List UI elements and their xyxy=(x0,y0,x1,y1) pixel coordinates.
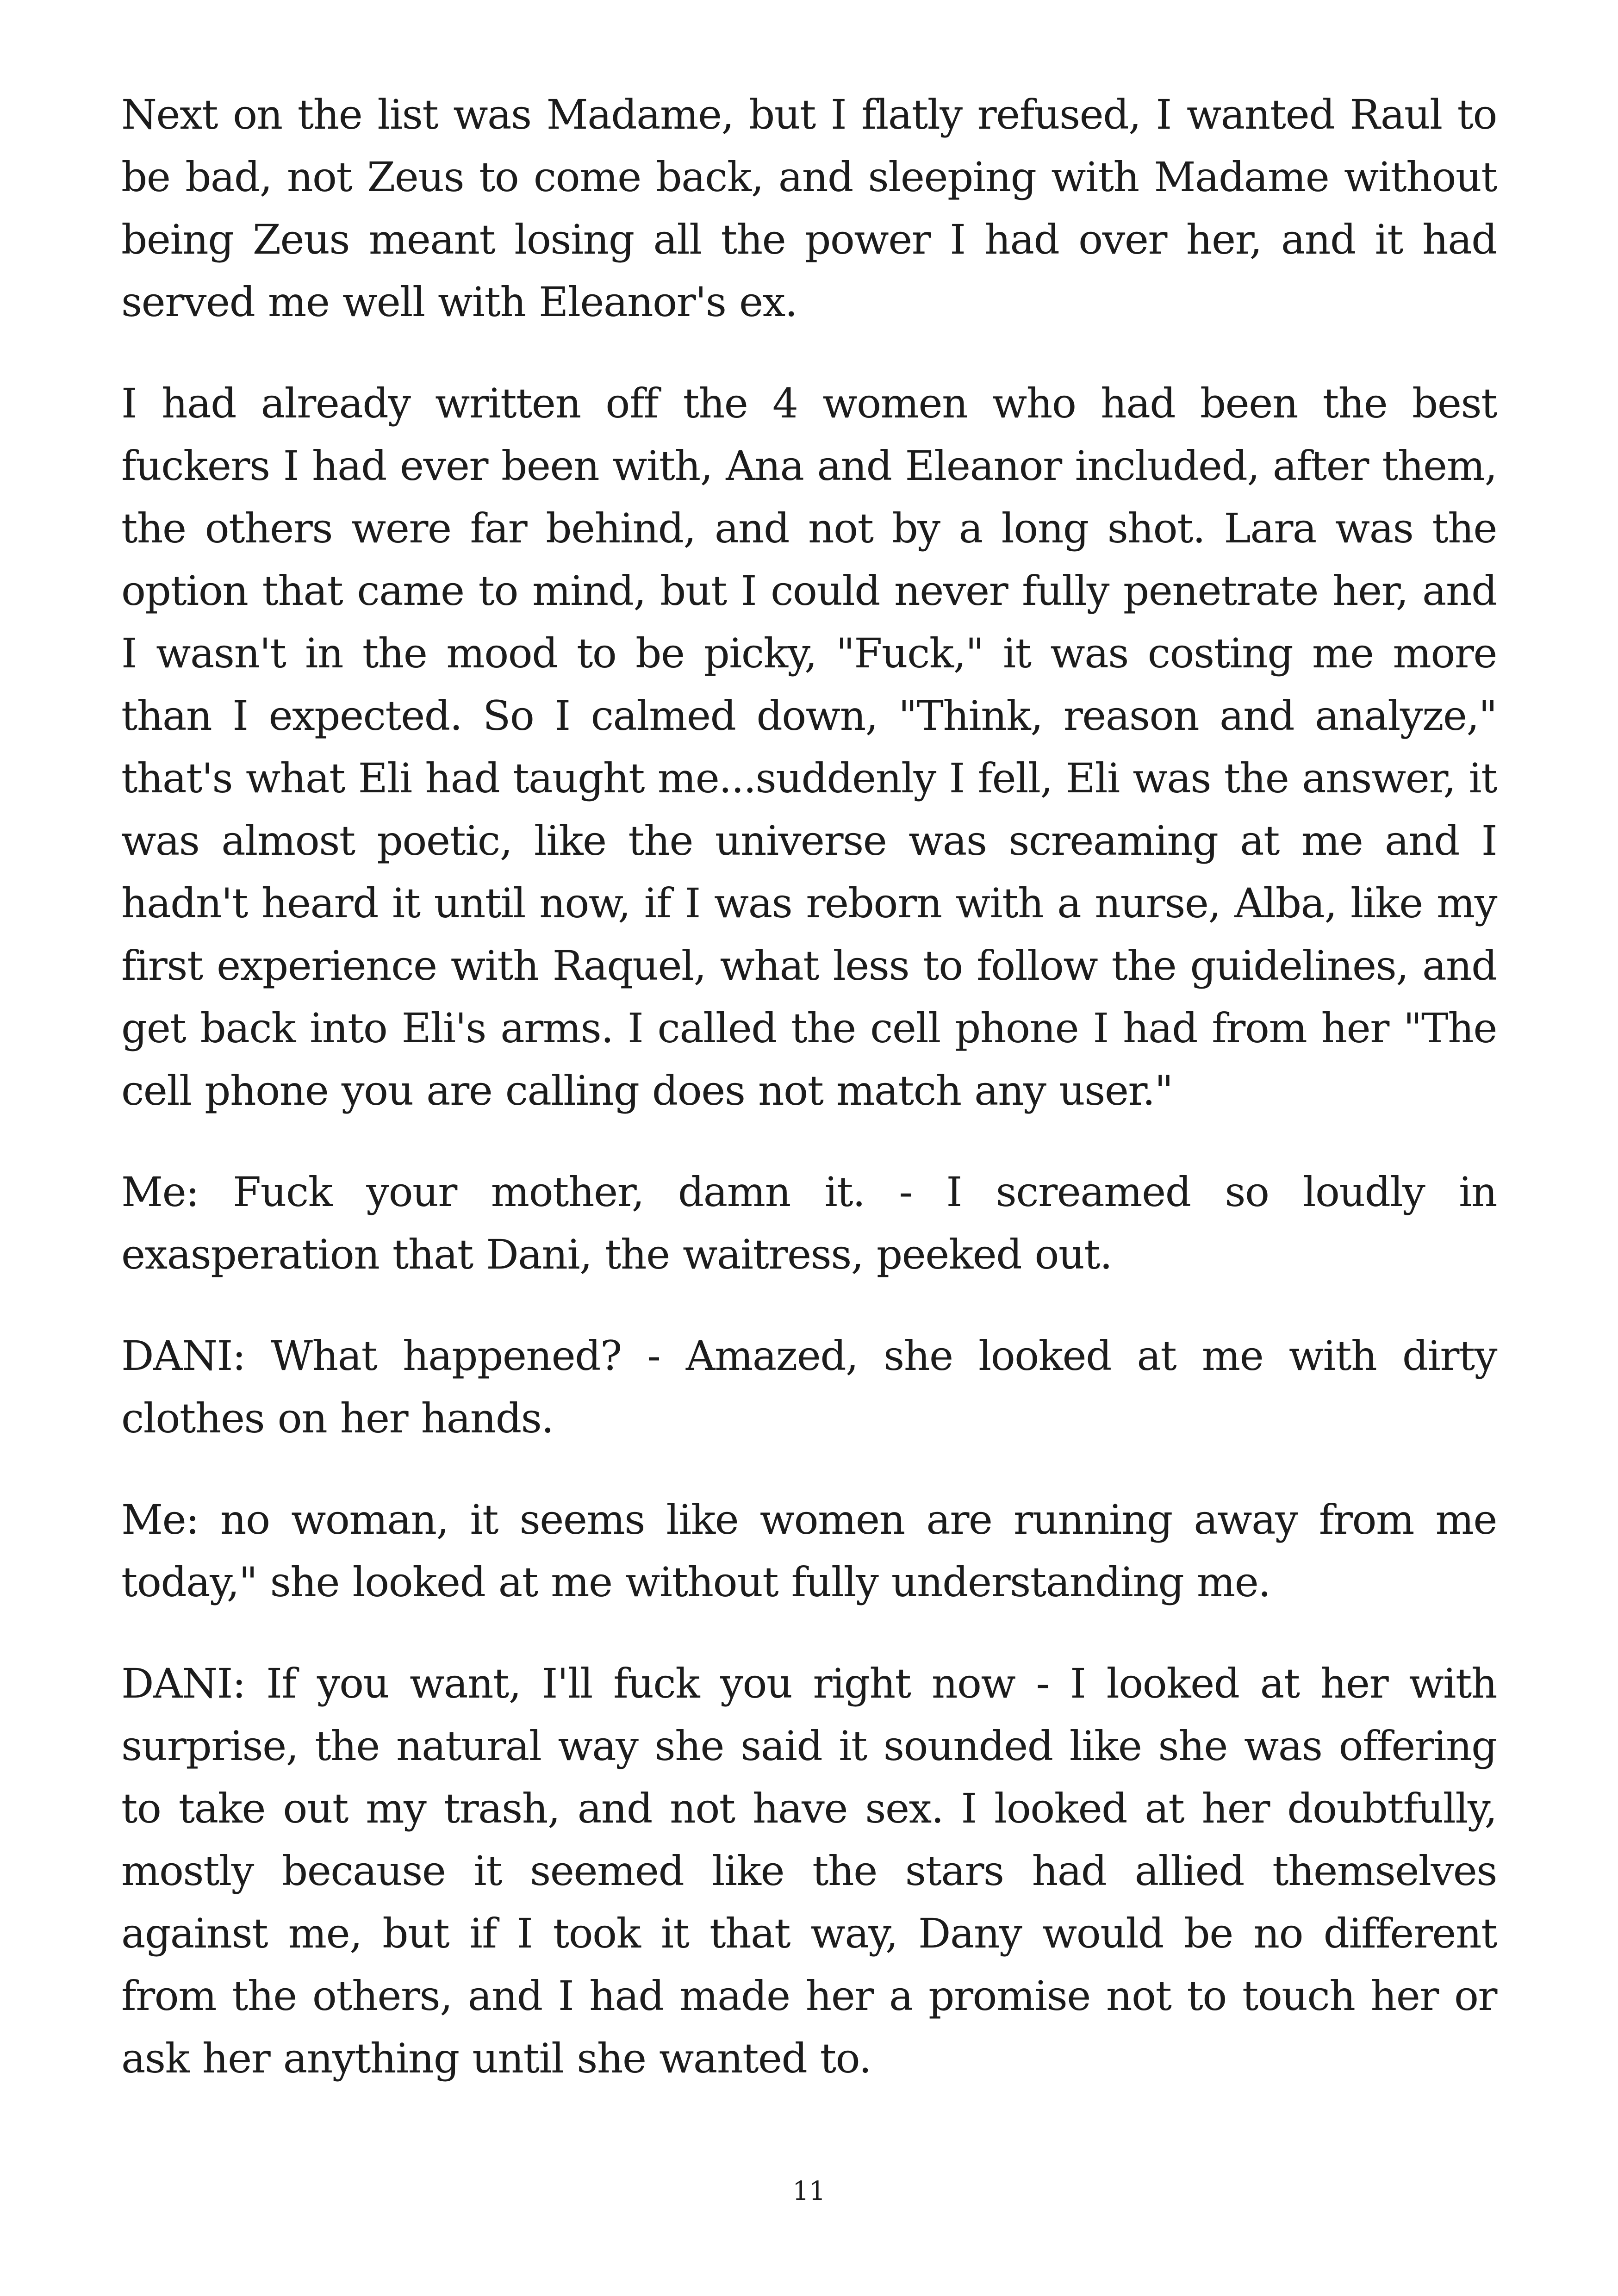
paragraph-6: DANI: If you want, I'll fuck you right now - I looked at her with surprise, the natural way she said it sounded like she was offering to take out my trash, and not have sex. I looked at her doubtfully, mostly because it seemed like the stars had allied themselves against me, but if I took it that way, Dany would be no different from the others, and I had made her a promise not to touch her or ask her anything until she wanted to. xyxy=(121,1660,1497,2082)
page-body xyxy=(121,83,1497,2128)
paragraph-5: Me: no woman, it seems like women are running away from me today," she looked at me without fully understanding me. xyxy=(121,1496,1497,1606)
paragraph-1: Next on the list was Madame, but I flatly refused, I wanted Raul to be bad, not Zeus to come back, and sleeping with Madame without being Zeus meant losing all the power I had over her, and it had served me well with Eleanor's ex. xyxy=(121,91,1497,326)
paragraph-4: DANI: What happened? - Amazed, she looked at me with dirty clothes on her hands. xyxy=(121,1332,1497,1442)
paragraph-2: I had already written off the 4 women who had been the best fuckers I had ever been with, Ana and Eleanor included, after them, the others were far behind, and not by a long shot. Lara was the option that came to mind, but I could never fully penetrate her, and I wasn't in the mood to be picky, "Fuck," it was costing me more than I expected. So I calmed down, "Think, reason and analyze," that's what Eli had taught me...suddenly I fell, Eli was the answer, it was almost poetic, like the universe was screaming at me and I hadn't heard it until now, if I was reborn with a nurse, Alba, like my first experience with Raquel, what less to follow the guidelines, and get back into Eli's arms. I called the cell phone I had from her "The cell phone you are calling does not match any user." xyxy=(121,380,1497,1114)
paragraph-3: Me: Fuck your mother, damn it. - I screamed so loudly in exasperation that Dani, the waitress, peeked out. xyxy=(121,1168,1497,1278)
page-number: 11 xyxy=(792,2176,826,2206)
